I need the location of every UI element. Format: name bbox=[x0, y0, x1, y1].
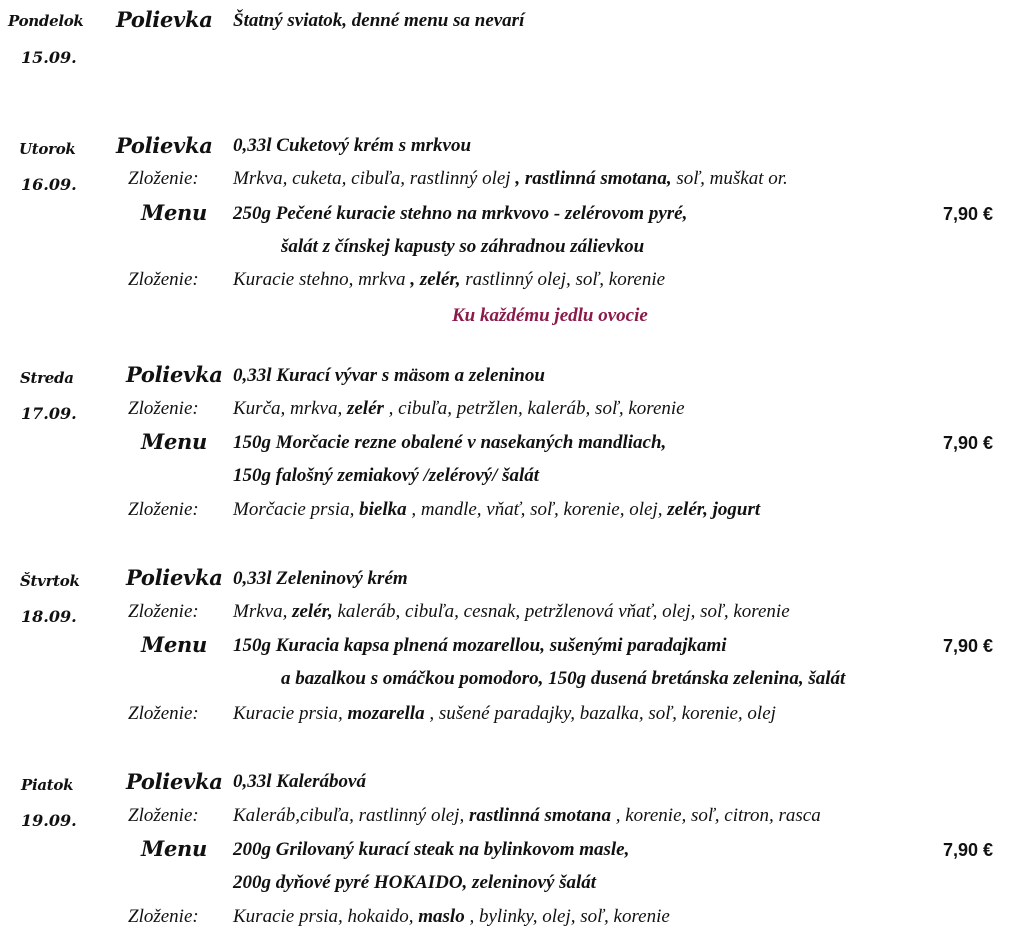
soup-item-monday: Štatný sviatok, denné menu sa nevarí bbox=[233, 10, 525, 31]
price-wednesday: 7,90 € bbox=[943, 433, 994, 453]
menu-ingredients-tuesday: Kuracie stehno, mrkva , zelér, rastlinný olej, soľ, korenie bbox=[233, 269, 666, 290]
menu-item-line2-thursday: a bazalkou s omáčkou pomodoro, 150g dusená bretánska zelenina, šalát bbox=[281, 668, 846, 689]
day-date-wednesday: 17.09. bbox=[21, 404, 77, 423]
menu-item-line1-friday: 200g Grilovaný kurací steak na bylinkovom masle, bbox=[233, 839, 630, 860]
menu-label: Menu bbox=[141, 429, 207, 454]
price-friday: 7,90 € bbox=[943, 840, 994, 860]
soup-ingredients-thursday: Mrkva, zelér, kaleráb, cibuľa, cesnak, petržlenová vňať, olej, soľ, korenie bbox=[233, 601, 790, 622]
menu-label: Menu bbox=[141, 836, 207, 861]
menu-item-line1-thursday: 150g Kuracia kapsa plnená mozarellou, sušenými paradajkami bbox=[233, 635, 727, 656]
menu-item-line2-wednesday: 150g falošný zemiakový /zelérový/ šalát bbox=[233, 465, 540, 486]
ingredients-label: Zloženie: bbox=[128, 906, 199, 927]
soup-item-friday: 0,33l Kalerábová bbox=[233, 771, 366, 792]
ingredients-label: Zloženie: bbox=[128, 398, 199, 419]
menu-ingredients-wednesday: Morčacie prsia, bielka , mandle, vňať, soľ, korenie, olej, zelér, jogurt bbox=[233, 499, 761, 520]
day-name-thursday: Štvrtok bbox=[20, 572, 80, 590]
soup-label: Polievka bbox=[126, 362, 223, 387]
menu-item-line1-wednesday: 150g Morčacie rezne obalené v nasekaných mandliach, bbox=[233, 432, 667, 453]
soup-ingredients-wednesday: Kurča, mrkva, zelér , cibuľa, petržlen, kaleráb, soľ, korenie bbox=[233, 398, 685, 419]
day-date-monday: 15.09. bbox=[21, 48, 77, 67]
soup-item-tuesday: 0,33l Cuketový krém s mrkvou bbox=[233, 135, 472, 156]
fruit-note: Ku každému jedlu ovocie bbox=[452, 305, 648, 326]
menu-item-line2-tuesday: šalát z čínskej kapusty so záhradnou zálievkou bbox=[281, 236, 645, 257]
menu-label: Menu bbox=[141, 200, 207, 225]
price-thursday: 7,90 € bbox=[943, 636, 994, 656]
menu-item-line1-tuesday: 250g Pečené kuracie stehno na mrkvovo - zelérovom pyré, bbox=[233, 203, 688, 224]
price-tuesday: 7,90 € bbox=[943, 204, 994, 224]
ingredients-label: Zloženie: bbox=[128, 499, 199, 520]
menu-ingredients-thursday: Kuracie prsia, mozarella , sušené paradajky, bazalka, soľ, korenie, olej bbox=[233, 703, 776, 724]
day-name-wednesday: Streda bbox=[20, 369, 74, 387]
day-date-thursday: 18.09. bbox=[21, 607, 77, 626]
day-name-monday: Pondelok bbox=[8, 12, 84, 30]
soup-label: Polievka bbox=[116, 7, 213, 32]
day-name-friday: Piatok bbox=[21, 776, 74, 794]
menu-label: Menu bbox=[141, 632, 207, 657]
soup-item-wednesday: 0,33l Kurací vývar s mäsom a zeleninou bbox=[233, 365, 545, 386]
soup-label: Polievka bbox=[126, 565, 223, 590]
day-date-friday: 19.09. bbox=[21, 811, 77, 830]
ingredients-label: Zloženie: bbox=[128, 168, 199, 189]
ingredients-label: Zloženie: bbox=[128, 601, 199, 622]
soup-ingredients-friday: Kaleráb,cibuľa, rastlinný olej, rastlinná smotana , korenie, soľ, citron, rasca bbox=[233, 805, 821, 826]
day-date-tuesday: 16.09. bbox=[21, 175, 77, 194]
soup-label: Polievka bbox=[126, 769, 223, 794]
ingredients-label: Zloženie: bbox=[128, 269, 199, 290]
menu-item-line2-friday: 200g dyňové pyré HOKAIDO, zeleninový šalát bbox=[233, 872, 597, 893]
ingredients-label: Zloženie: bbox=[128, 703, 199, 724]
soup-label: Polievka bbox=[116, 133, 213, 158]
menu-ingredients-friday: Kuracie prsia, hokaido, maslo , bylinky, olej, soľ, korenie bbox=[233, 906, 670, 927]
day-name-tuesday: Utorok bbox=[19, 140, 76, 158]
ingredients-label: Zloženie: bbox=[128, 805, 199, 826]
soup-ingredients-tuesday: Mrkva, cuketa, cibuľa, rastlinný olej , rastlinná smotana, soľ, muškat or. bbox=[233, 168, 788, 189]
soup-item-thursday: 0,33l Zeleninový krém bbox=[233, 568, 408, 589]
